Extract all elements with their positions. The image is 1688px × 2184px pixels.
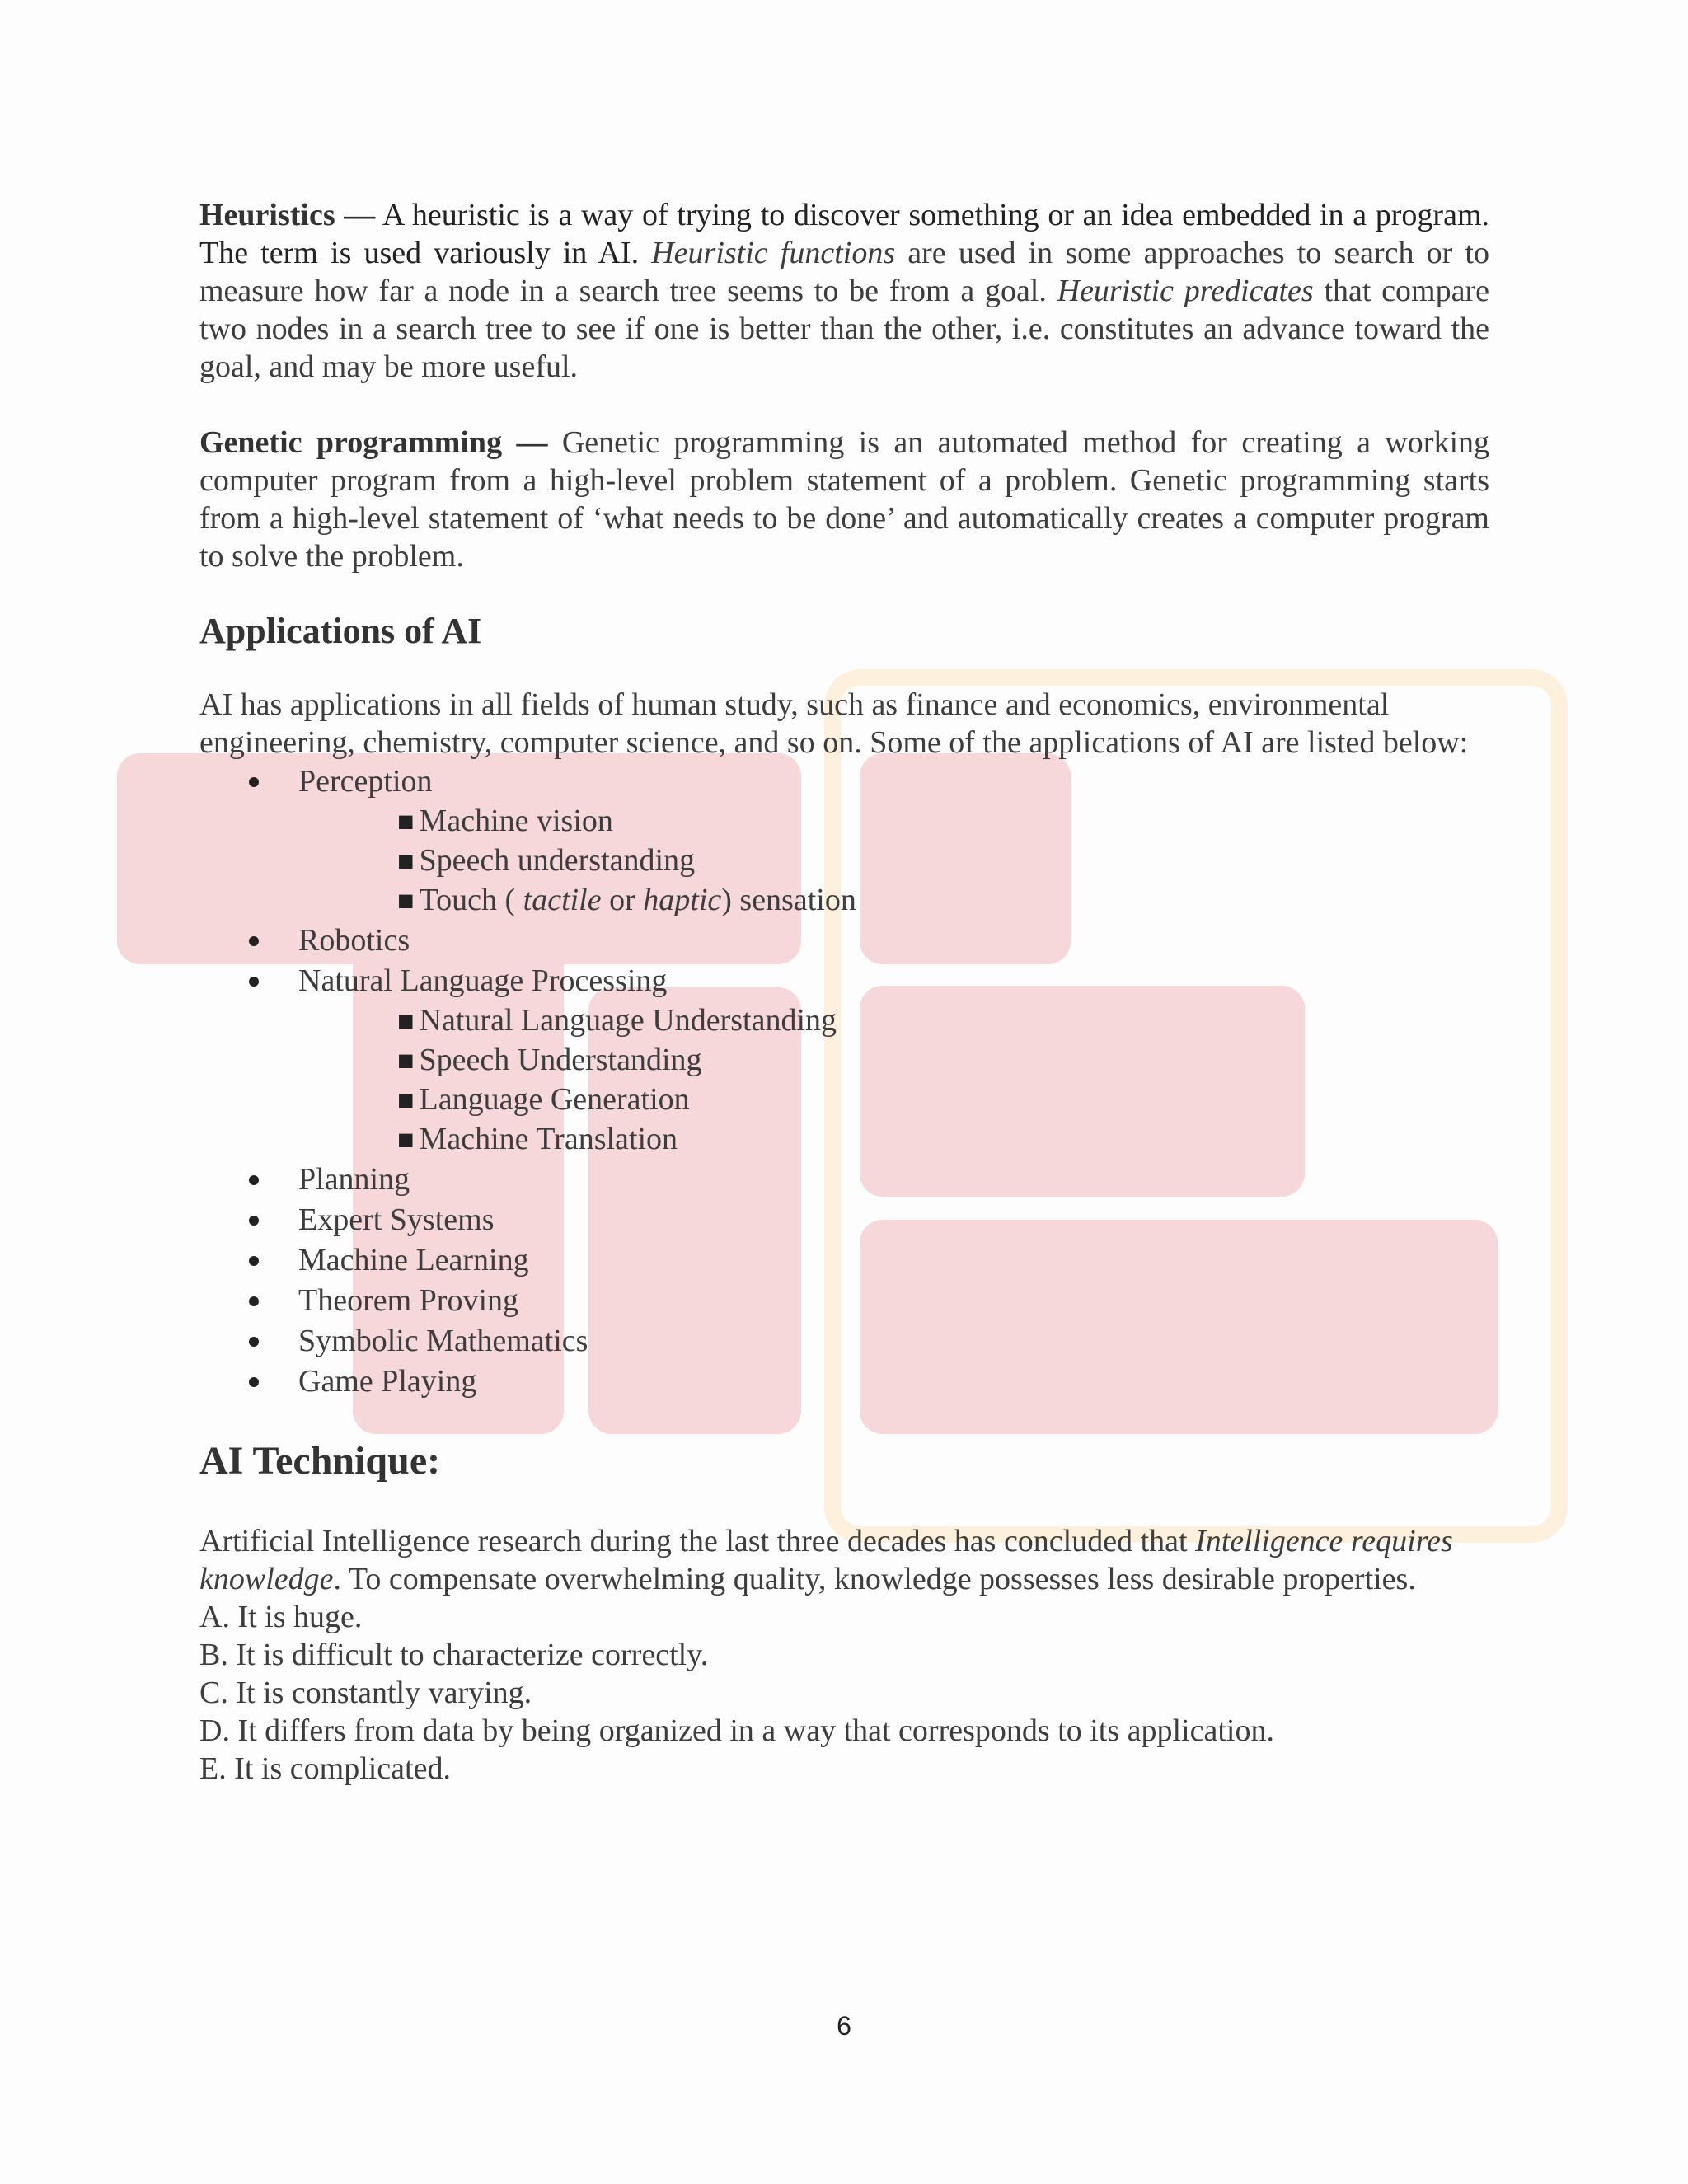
ai-technique-paragraph [199, 1522, 1489, 1598]
square-bullet-icon: ■ [397, 846, 415, 877]
list-item-label: Game Playing [298, 1364, 477, 1399]
ai-technique-text-2: . To compensate overwhelming quality, knowledge possesses less desirable properties. [333, 1562, 1416, 1596]
square-bullet-icon: ■ [397, 1046, 415, 1076]
list-item [199, 1281, 1489, 1321]
list-item-label: Robotics [298, 923, 410, 958]
square-bullet-icon: ■ [397, 886, 415, 916]
applications-intro: AI has applications in all fields of human study, such as finance and economics, environmental engineering, chemistry, computer science, and so on. Some of the applications of AI are listed below: [199, 687, 1469, 760]
list-item [199, 1240, 1489, 1281]
touch-text-3: ) sensation [721, 883, 856, 917]
list-item-label: Natural Language Processing [298, 963, 668, 998]
nlp-sublist [298, 1001, 1489, 1160]
list-item-label: Theorem Proving [298, 1283, 519, 1318]
list-item [199, 1200, 1489, 1240]
sub-list-item [298, 1120, 1489, 1160]
sub-list-item [298, 841, 1489, 881]
sub-list-item-label: Speech understanding [419, 843, 696, 878]
list-item: E. It is complicated. [199, 1751, 451, 1786]
sub-list-item [298, 1080, 1489, 1120]
sub-list-item [298, 1001, 1489, 1041]
perception-sublist [298, 802, 1489, 921]
genetic-programming-paragraph [199, 424, 1489, 575]
list-item: C. It is constantly varying. [199, 1675, 532, 1710]
ai-technique-text-1: Artificial Intelligence research during the last three decades has concluded that [199, 1524, 1196, 1558]
genetic-programming-text: Genetic programming is an automated method for creating a working computer program from a high-level problem statement of a problem. Genetic programming starts from a high-level statement of ‘what needs to be done’ and automatically creates a computer program to solve the problem. [199, 425, 1490, 574]
square-bullet-icon: ■ [397, 1085, 415, 1116]
sub-list-item-label: Language Generation [419, 1082, 690, 1117]
heuristic-functions-term: Heuristic functions [651, 236, 896, 270]
list-item-label: Perception [298, 764, 433, 799]
page-content [199, 196, 1489, 1788]
square-bullet-icon: ■ [397, 807, 415, 837]
square-bullet-icon: ■ [397, 1006, 415, 1037]
list-item-label: Symbolic Mathematics [298, 1324, 588, 1358]
list-item: A. It is huge. [199, 1600, 363, 1634]
sub-list-item-label: Machine vision [419, 804, 613, 838]
sub-list-item-label: Machine Translation [419, 1122, 678, 1156]
list-item [199, 921, 1489, 961]
page-number: 6 [837, 2011, 851, 2041]
heuristics-paragraph [199, 196, 1489, 386]
sub-list-item [298, 802, 1489, 841]
square-bullet-icon: ■ [397, 1125, 415, 1155]
heuristics-text-2: are used in some approaches to search or to measure how far a node in a search tree seems to be from a goal. [199, 236, 1489, 308]
list-item [199, 1321, 1489, 1361]
knowledge-properties-list [199, 1598, 1489, 1788]
sub-list-item [298, 881, 1489, 921]
heuristic-predicates-term: Heuristic predicates [1057, 274, 1314, 308]
sub-list-item-label: Natural Language Understanding [419, 1003, 837, 1038]
tactile-term: tactile [523, 883, 602, 917]
list-item [199, 1361, 1489, 1402]
list-item [199, 762, 1489, 921]
heuristics-text-3: that compare two nodes in a search tree to see if one is better than the other, i.e. constitutes an advance toward the goal, and may be more useful. [199, 274, 1489, 384]
genetic-programming-term: Genetic programming — [199, 425, 548, 460]
touch-text-1: Touch ( [419, 883, 523, 917]
list-item [199, 961, 1489, 1160]
sub-list-item [298, 1041, 1489, 1080]
heuristics-term: Heuristics — [199, 198, 376, 232]
list-item: D. It differs from data by being organized in a way that corresponds to its application. [199, 1713, 1274, 1748]
list-item-label: Expert Systems [298, 1202, 495, 1237]
intelligence-requires-knowledge-term: Intelligence requires knowledge [199, 1524, 1453, 1596]
sub-list-item-label: Speech Understanding [419, 1043, 702, 1077]
list-item [199, 1160, 1489, 1200]
applications-heading: Applications of AI [199, 611, 482, 651]
list-item: B. It is difficult to characterize correctly. [199, 1638, 709, 1672]
list-item-label: Planning [298, 1162, 410, 1197]
heuristics-text-1: A heuristic is a way of trying to discover something or an idea embedded in a program. The term is used variously in AI. [199, 198, 1490, 270]
touch-text-2: or [601, 883, 644, 917]
haptic-term: haptic [643, 883, 722, 917]
list-item-label: Machine Learning [298, 1243, 529, 1277]
ai-technique-heading: AI Technique: [199, 1439, 441, 1483]
applications-list [199, 762, 1489, 1402]
